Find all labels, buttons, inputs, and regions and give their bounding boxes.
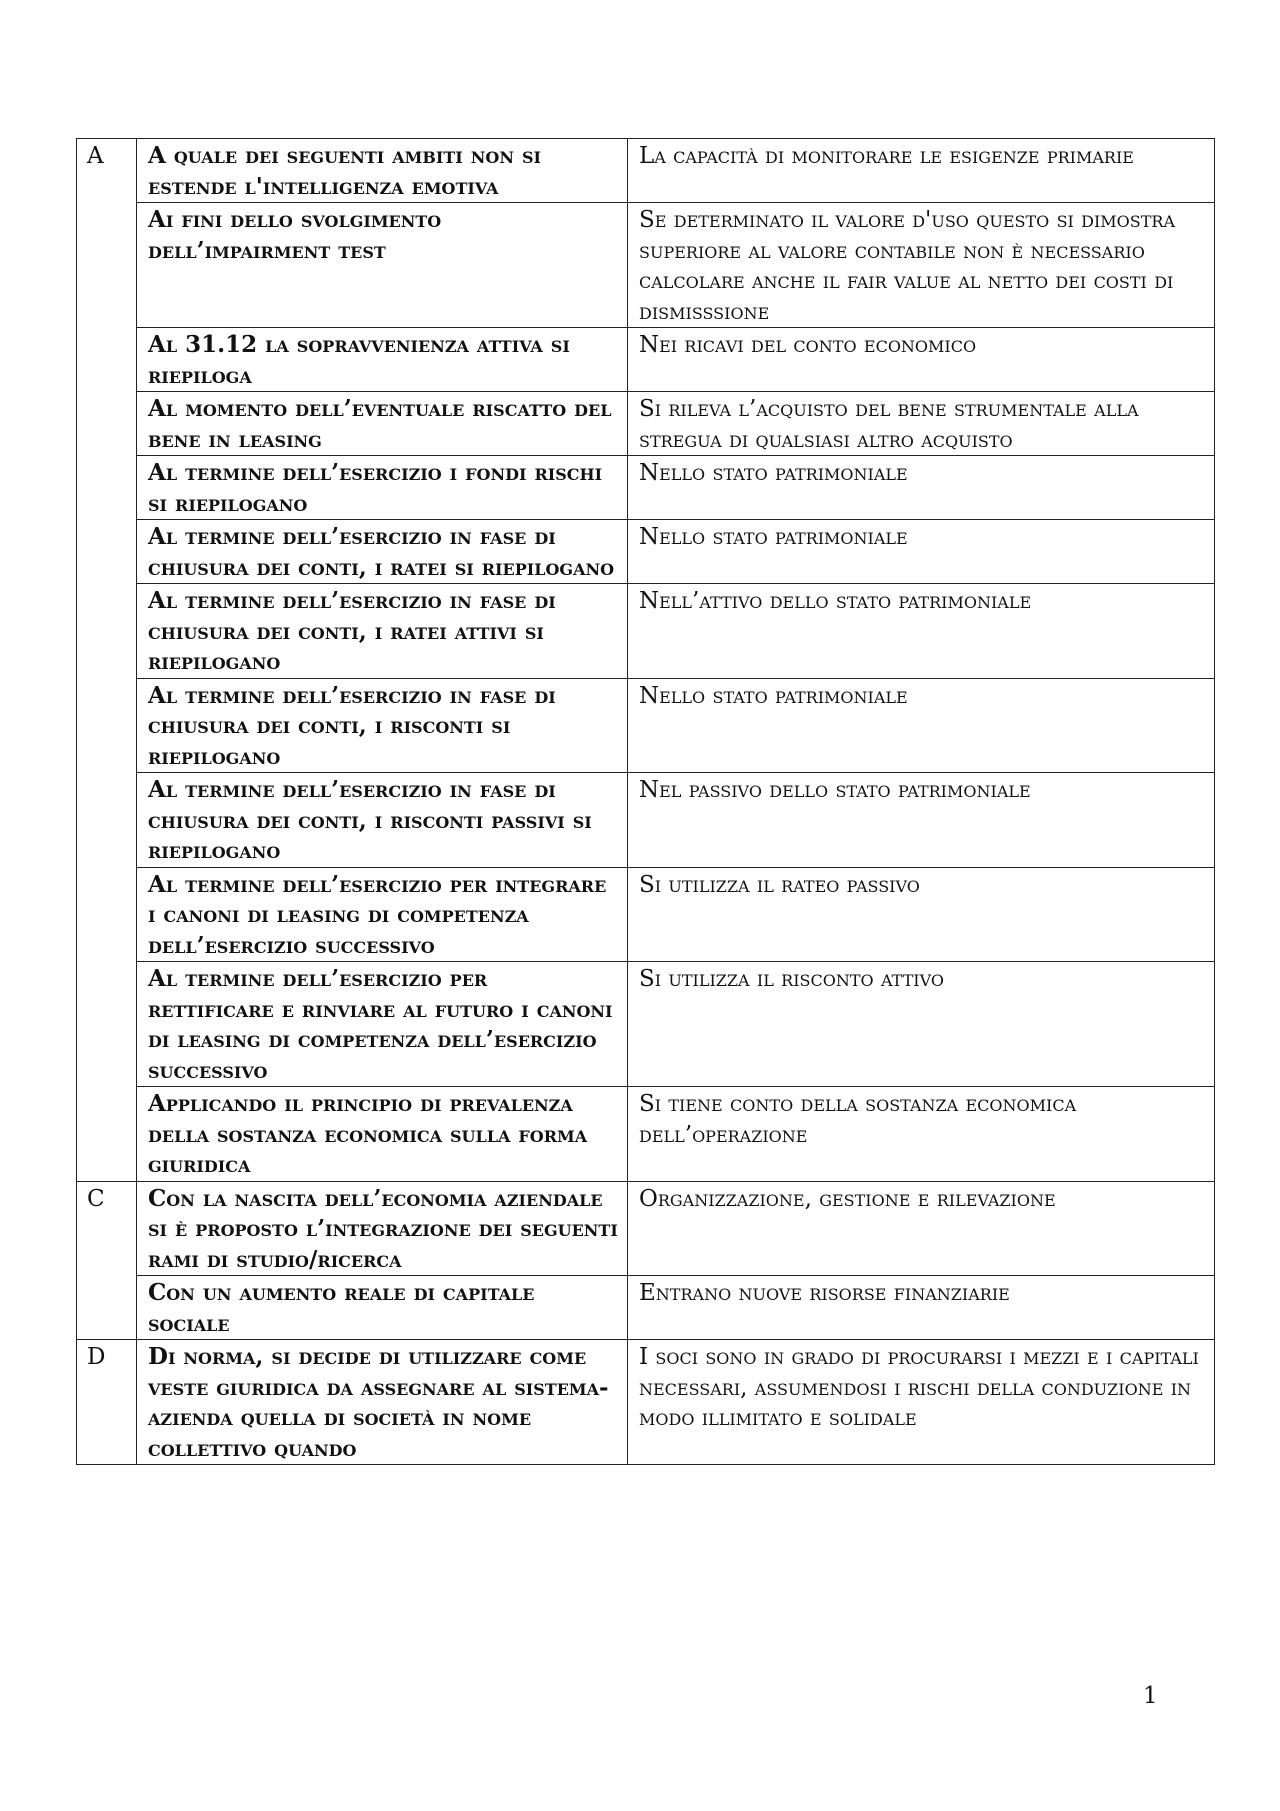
- answer-cell: Se determinato il valore d'uso questo si dimostra superiore al valore contabile non è necessario calcolare anche il fair value al netto dei costi di dismisssione: [628, 203, 1215, 328]
- answer-cell: Nell’attivo dello stato patrimoniale: [628, 584, 1215, 679]
- question-cell: Al 31.12 la sopravvenienza attiva si riepiloga: [137, 328, 628, 392]
- answer-cell: I soci sono in grado di procurarsi i mezzi e i capitali necessari, assumendosi i rischi della conduzione in modo illimitato e solidale: [628, 1340, 1215, 1465]
- table-row: [77, 1340, 1215, 1465]
- answer-cell: Si tiene conto della sostanza economica dell’operazione: [628, 1087, 1215, 1182]
- table-row: [77, 1276, 1215, 1340]
- question-cell: A quale dei seguenti ambiti non si estende l'intelligenza emotiva: [137, 139, 628, 203]
- question-cell: Di norma, si decide di utilizzare come veste giuridica da assegnare al sistema-azienda quella di società in nome collettivo quando: [137, 1340, 628, 1465]
- question-cell: Ai fini dello svolgimento dell’impairment test: [137, 203, 628, 328]
- question-cell: Al termine dell’esercizio in fase di chiusura dei conti, i risconti passivi si riepilogano: [137, 773, 628, 868]
- table-row: [77, 520, 1215, 584]
- qa-table: [76, 138, 1215, 1465]
- table-row: [77, 139, 1215, 203]
- question-cell: Applicando il principio di prevalenza della sostanza economica sulla forma giuridica: [137, 1087, 628, 1182]
- question-cell: Al termine dell’esercizio i fondi rischi si riepilogano: [137, 456, 628, 520]
- table-row: [77, 1181, 1215, 1276]
- answer-cell: Organizzazione, gestione e rilevazione: [628, 1181, 1215, 1276]
- page-number: 1: [1143, 1683, 1158, 1709]
- section-letter: C: [77, 1181, 137, 1340]
- table-row: [77, 456, 1215, 520]
- answer-cell: Nei ricavi del conto economico: [628, 328, 1215, 392]
- answer-cell: La capacità di monitorare le esigenze primarie: [628, 139, 1215, 203]
- answer-cell: Nello stato patrimoniale: [628, 456, 1215, 520]
- table-row: [77, 773, 1215, 868]
- question-cell: Al termine dell’esercizio in fase di chiusura dei conti, i ratei attivi si riepilogano: [137, 584, 628, 679]
- table-row: [77, 392, 1215, 456]
- section-letter: A: [77, 139, 137, 1182]
- question-cell: Con un aumento reale di capitale sociale: [137, 1276, 628, 1340]
- table-row: [77, 867, 1215, 962]
- table-row: [77, 328, 1215, 392]
- answer-cell: Entrano nuove risorse finanziarie: [628, 1276, 1215, 1340]
- question-cell: Con la nascita dell’economia aziendale si è proposto l’integrazione dei seguenti rami di studio/ricerca: [137, 1181, 628, 1276]
- table-row: [77, 678, 1215, 773]
- question-cell: Al termine dell’esercizio per integrare i canoni di leasing di competenza dell’esercizio successivo: [137, 867, 628, 962]
- question-cell: Al termine dell’esercizio in fase di chiusura dei conti, i ratei si riepilogano: [137, 520, 628, 584]
- answer-cell: Nello stato patrimoniale: [628, 678, 1215, 773]
- question-cell: Al termine dell’esercizio per rettificare e rinviare al futuro i canoni di leasing di competenza dell’esercizio successivo: [137, 962, 628, 1087]
- answer-cell: Si utilizza il rateo passivo: [628, 867, 1215, 962]
- answer-cell: Nello stato patrimoniale: [628, 520, 1215, 584]
- table-row: [77, 1087, 1215, 1182]
- answer-cell: Nel passivo dello stato patrimoniale: [628, 773, 1215, 868]
- answer-cell: Si rileva l’acquisto del bene strumentale alla stregua di qualsiasi altro acquisto: [628, 392, 1215, 456]
- table-row: [77, 203, 1215, 328]
- question-cell: Al momento dell’eventuale riscatto del bene in leasing: [137, 392, 628, 456]
- question-cell: Al termine dell’esercizio in fase di chiusura dei conti, i risconti si riepilogano: [137, 678, 628, 773]
- section-letter: D: [77, 1340, 137, 1465]
- table-row: [77, 584, 1215, 679]
- qa-table-body: [77, 139, 1215, 1465]
- table-row: [77, 962, 1215, 1087]
- answer-cell: Si utilizza il risconto attivo: [628, 962, 1215, 1087]
